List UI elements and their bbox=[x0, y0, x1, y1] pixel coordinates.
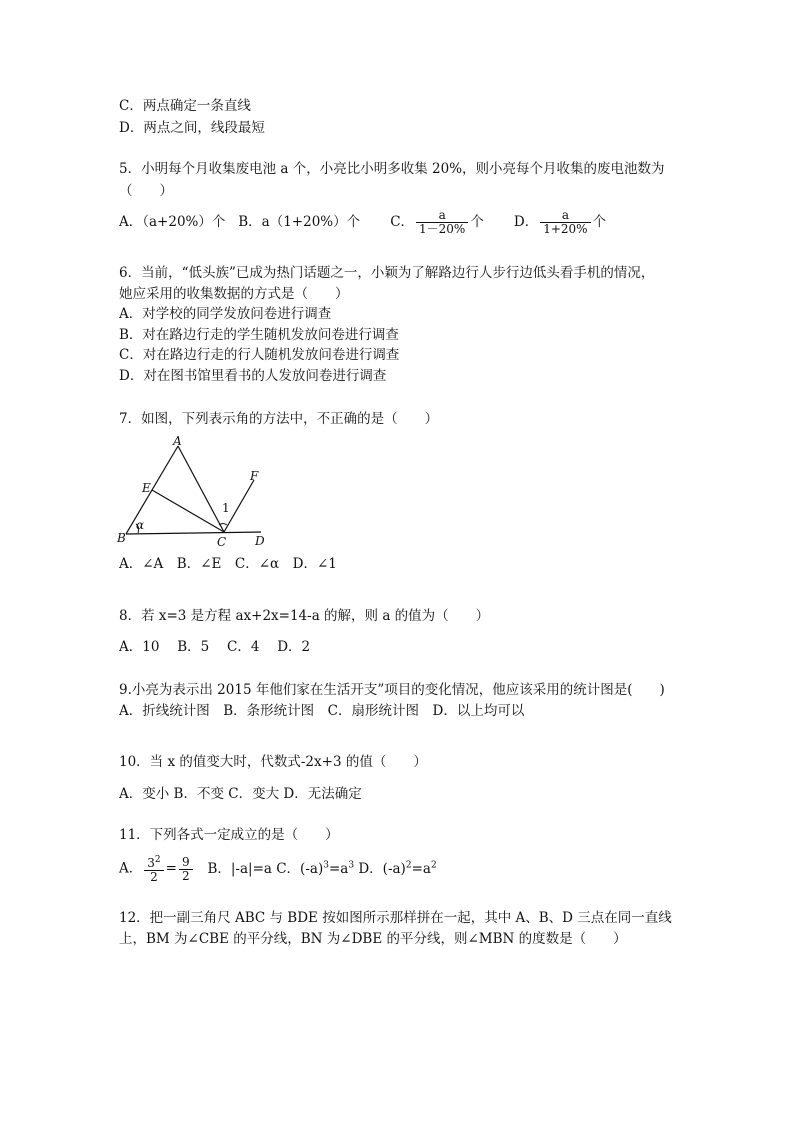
label-c: C bbox=[217, 535, 227, 549]
label-angle-1: 1 bbox=[222, 501, 230, 515]
q5-option-a: A．（a+20%）个 bbox=[119, 214, 226, 230]
q11-option-a-fraction-left: $\frac{3^2}{2}$ bbox=[144, 854, 163, 884]
q6-stem-line2: 她应采用的收集数据的方式是（ ） bbox=[119, 286, 349, 302]
q5-option-d-label: D． bbox=[513, 214, 539, 230]
q11-options: A． $\frac{3^2}{2}$ = $\frac{9}{2}$ B．|-a|=a C．$(-a)^3=a^3$ D．$(-a)^2=a^2$ bbox=[119, 854, 437, 884]
q10-stem: 10．当 x 的值变大时，代数式-2x+3 的值（ ） bbox=[119, 754, 427, 770]
line-bd bbox=[126, 532, 261, 534]
q12-stem-line2: 上，BM 为∠CBE 的平分线，BN 为∠DBE 的平分线，则∠MBN 的度数是（ ） bbox=[119, 931, 627, 947]
q9-stem: 9.小亮为表示出 2015 年他们家在生活开支”项目的变化情况，他应该采用的统计图是( ) bbox=[119, 682, 665, 698]
label-a: A bbox=[173, 436, 182, 448]
q7-geometry-figure bbox=[116, 436, 276, 552]
q5-options: A．（a+20%）个 B．a（1+20%）个 C． $\frac{a}{1-20\%}$ 个 D． $\frac{a}{1+20\%}$ 个 bbox=[119, 208, 607, 236]
q6-stem-line1: 6．当前，“低头族”已成为热门话题之一，小颖为了解路边行人步行边低头看手机的情况， bbox=[119, 265, 655, 281]
q7-options: A．∠A B．∠E C．∠α D．∠1 bbox=[119, 556, 337, 572]
q7-stem: 7．如图，下列表示角的方法中，不正确的是（ ） bbox=[119, 411, 439, 427]
q8-stem: 8．若 x=3 是方程 ax+2x=14-a 的解，则 a 的值为（ ） bbox=[119, 608, 490, 624]
q5-option-c-label: C． bbox=[390, 214, 415, 230]
q4-option-d: D．两点之间，线段最短 bbox=[119, 120, 265, 136]
q8-options: A．10 B．5 C．4 D．2 bbox=[119, 639, 311, 655]
q11-option-a-fraction-right: $\frac{9}{2}$ bbox=[179, 856, 193, 883]
label-e: E bbox=[142, 481, 151, 495]
q11-stem: 11．下列各式一定成立的是（ ） bbox=[119, 827, 339, 843]
q11-option-a-label: A． bbox=[119, 860, 143, 877]
label-f: F bbox=[250, 469, 259, 483]
q5-option-b: B．a（1+20%）个 bbox=[238, 214, 361, 230]
label-d: D bbox=[255, 534, 265, 548]
q5-stem-line2: （ ） bbox=[119, 183, 173, 199]
q5-option-c-fraction: $\frac{a}{1-20\%}$ bbox=[416, 209, 468, 236]
q5-stem-line1: 5．小明每个月收集废电池 a 个，小亮比小明多收集 20%，则小亮每个月收集的废电池数为 bbox=[119, 161, 665, 177]
q9-options: A．折线统计图 B．条形统计图 C．扇形统计图 D．以上均可以 bbox=[119, 703, 525, 719]
q10-options: A．变小 B．不变 C．变大 D．无法确定 bbox=[119, 786, 362, 802]
q6-option-b: B．对在路边行走的学生随机发放问卷进行调查 bbox=[119, 327, 399, 343]
q11-options-bcd: B．|-a|=a C．$(-a)^3=a^3$ D．$(-a)^2=a^2$ bbox=[207, 860, 437, 877]
q5-option-d-fraction: $\frac{a}{1+20\%}$ bbox=[540, 209, 590, 236]
q6-option-a: A．对学校的同学发放问卷进行调查 bbox=[119, 306, 332, 322]
q4-option-c: C．两点确定一条直线 bbox=[119, 98, 251, 114]
label-b: B bbox=[117, 531, 126, 545]
q6-option-c: C．对在路边行走的行人随机发放问卷进行调查 bbox=[119, 347, 400, 363]
q12-stem-line1: 12．把一副三角尺 ABC 与 BDE 按如图所示那样拼在一起，其中 A、B、D 三点在同一直线 bbox=[119, 910, 672, 926]
q6-option-d: D．对在图书馆里看书的人发放问卷进行调查 bbox=[119, 368, 387, 384]
label-alpha: α bbox=[136, 518, 145, 532]
